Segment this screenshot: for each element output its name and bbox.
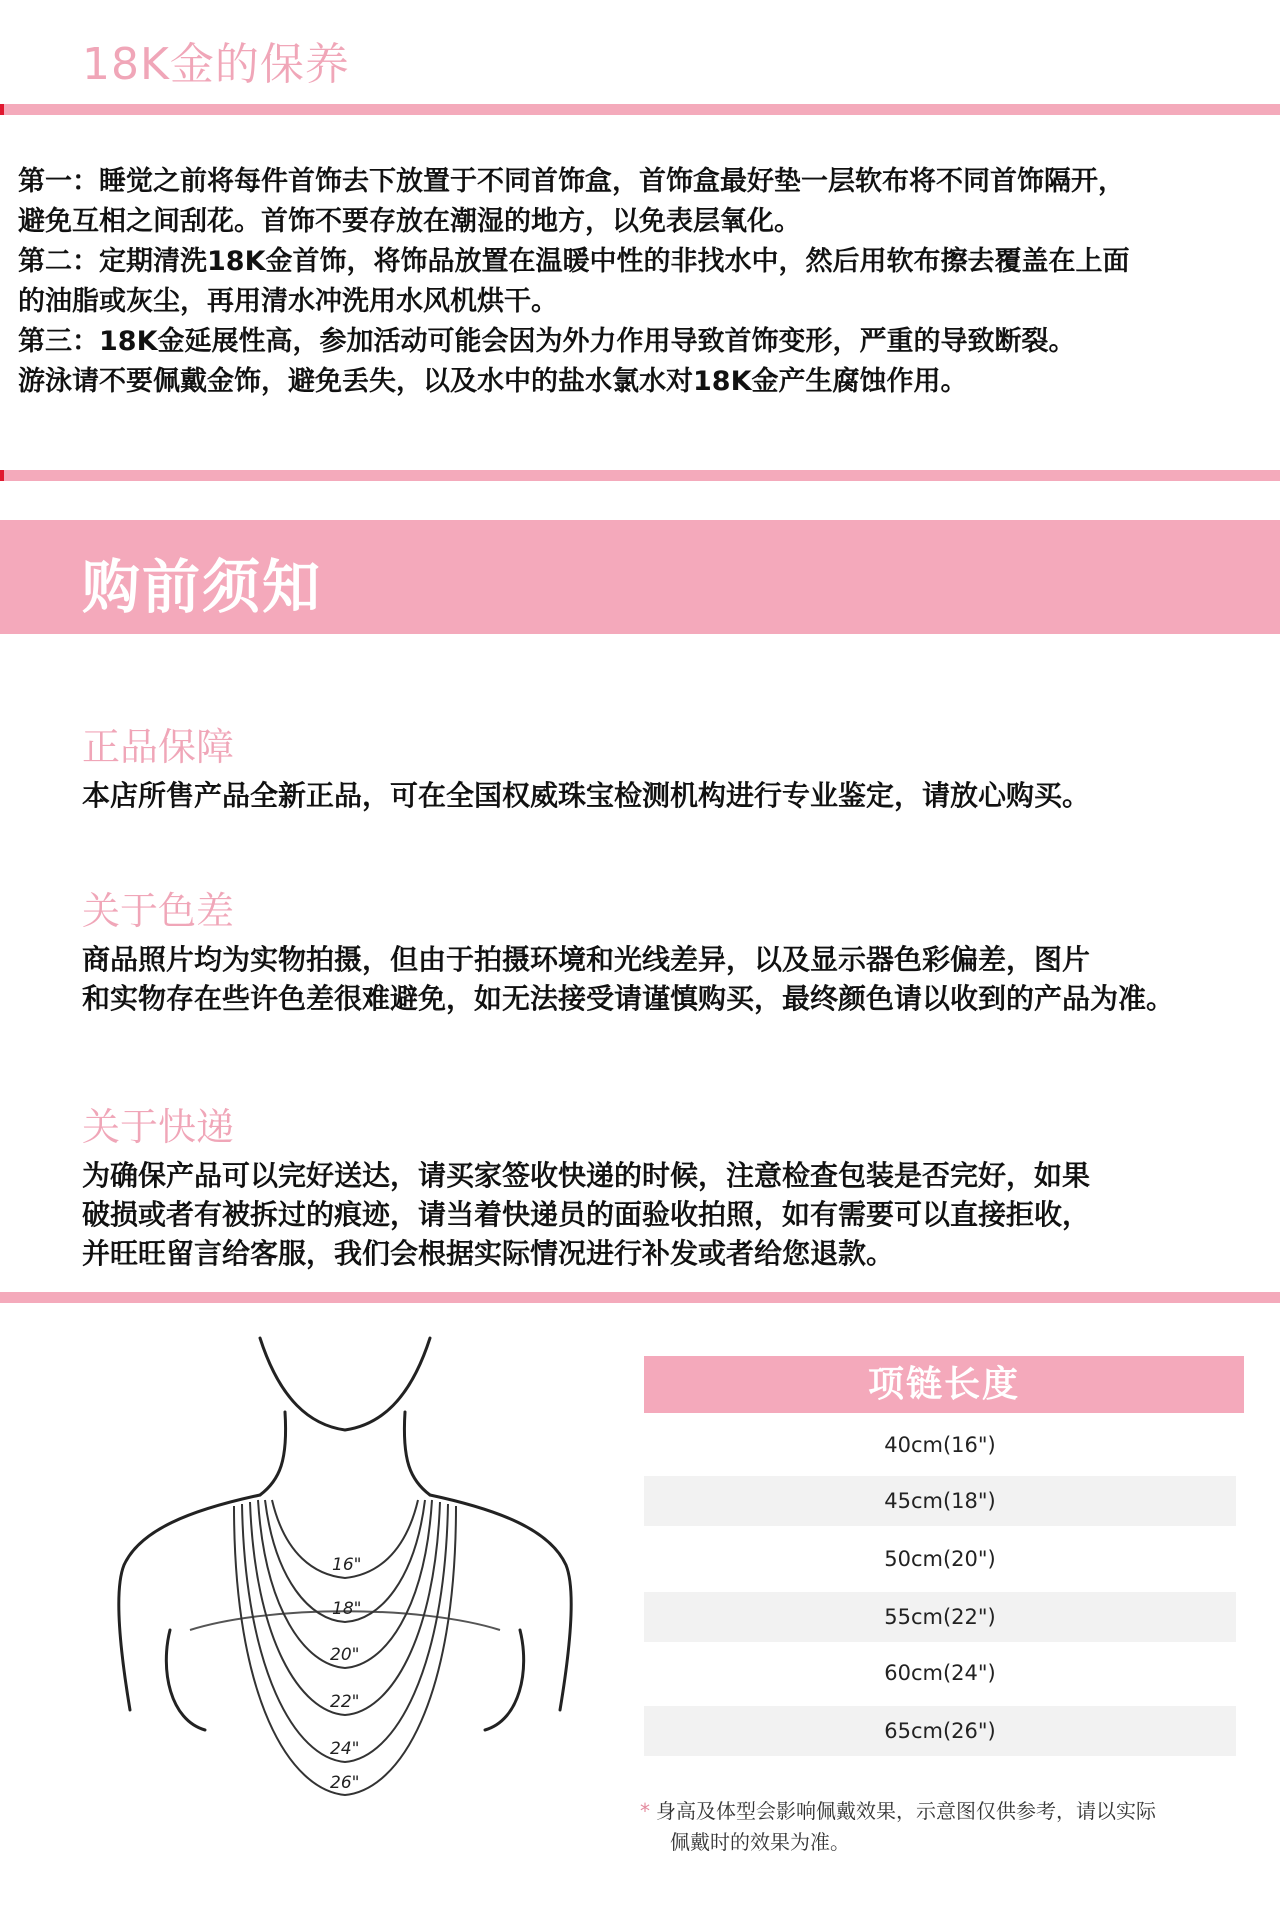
asterisk-icon: *	[640, 1799, 650, 1823]
diagram-label: 26"	[330, 1773, 360, 1793]
notice-title: 购前须知	[82, 553, 323, 621]
care-title: 18K金的保养	[82, 39, 350, 90]
diagram-label: 20"	[330, 1645, 360, 1665]
section-line: 并旺旺留言给客服，我们会根据实际情况进行补发或者给您退款。	[82, 1237, 895, 1270]
length-row: 65cm(26")	[644, 1706, 1236, 1756]
diagram-label: 22"	[330, 1692, 360, 1712]
red-tick	[0, 470, 4, 481]
length-row: 60cm(24")	[884, 1661, 996, 1685]
divider-bar	[0, 1292, 1280, 1303]
section-text-authenticity	[82, 776, 1272, 815]
care-line: 避免互相之间刮花。首饰不要存放在潮湿的地方，以免表层氧化。	[18, 206, 801, 237]
section-line: 本店所售产品全新正品，可在全国权威珠宝检测机构进行专业鉴定，请放心购买。	[82, 779, 1091, 812]
section-line: 破损或者有被拆过的痕迹，请当着快递员的面验收拍照，如有需要可以直接拒收，	[82, 1198, 1091, 1231]
disclaimer-note	[640, 1796, 1240, 1858]
section-title-delivery: 关于快递	[82, 1105, 235, 1149]
necklace-length-diagram	[110, 1330, 610, 1800]
section-line: 和实物存在些许色差很难避免，如无法接受请谨慎购买，最终颜色请以收到的产品为准。	[82, 982, 1175, 1015]
length-row: 40cm(16")	[884, 1433, 996, 1457]
length-row: 45cm(18")	[644, 1476, 1236, 1526]
diagram-label: 18"	[332, 1599, 362, 1619]
section-text-color	[82, 940, 1272, 1018]
diagram-label: 16"	[332, 1555, 362, 1575]
note-line-1: * 身高及体型会影响佩戴效果，示意图仅供参考，请以实际	[640, 1799, 1156, 1823]
care-line: 第三：18K金延展性高，参加活动可能会因为外力作用导致首饰变形，严重的导致断裂。	[18, 326, 1076, 357]
care-line: 的油脂或灰尘，再用清水冲洗用水风机烘干。	[18, 286, 558, 317]
care-line: 游泳请不要佩戴金饰，避免丢失，以及水中的盐水氯水对18K金产生腐蚀作用。	[18, 366, 968, 397]
divider-bar	[0, 470, 1280, 481]
length-row: 55cm(22")	[644, 1592, 1236, 1642]
notice-banner	[0, 520, 1280, 634]
divider-bar	[0, 104, 1280, 115]
section-text-delivery	[82, 1156, 1272, 1273]
care-text	[18, 162, 1268, 402]
red-tick	[0, 104, 4, 115]
section-title-authenticity: 正品保障	[82, 725, 235, 769]
care-line: 第一：睡觉之前将每件首饰去下放置于不同首饰盒，首饰盒最好垫一层软布将不同首饰隔开，	[18, 166, 1125, 197]
length-row: 50cm(20")	[884, 1547, 996, 1571]
diagram-label: 24"	[330, 1739, 360, 1759]
section-title-color: 关于色差	[82, 889, 235, 933]
section-line: 商品照片均为实物拍摄，但由于拍摄环境和光线差异，以及显示器色彩偏差，图片	[82, 943, 1091, 976]
length-table-header: 项链长度	[644, 1356, 1244, 1413]
section-line: 为确保产品可以完好送达，请买家签收快递的时候，注意检查包装是否完好，如果	[82, 1159, 1091, 1192]
care-line: 第二：定期清洗18K金首饰，将饰品放置在温暖中性的非找水中，然后用软布擦去覆盖在上面	[18, 246, 1130, 277]
note-line-2: 佩戴时的效果为准。	[670, 1830, 850, 1854]
